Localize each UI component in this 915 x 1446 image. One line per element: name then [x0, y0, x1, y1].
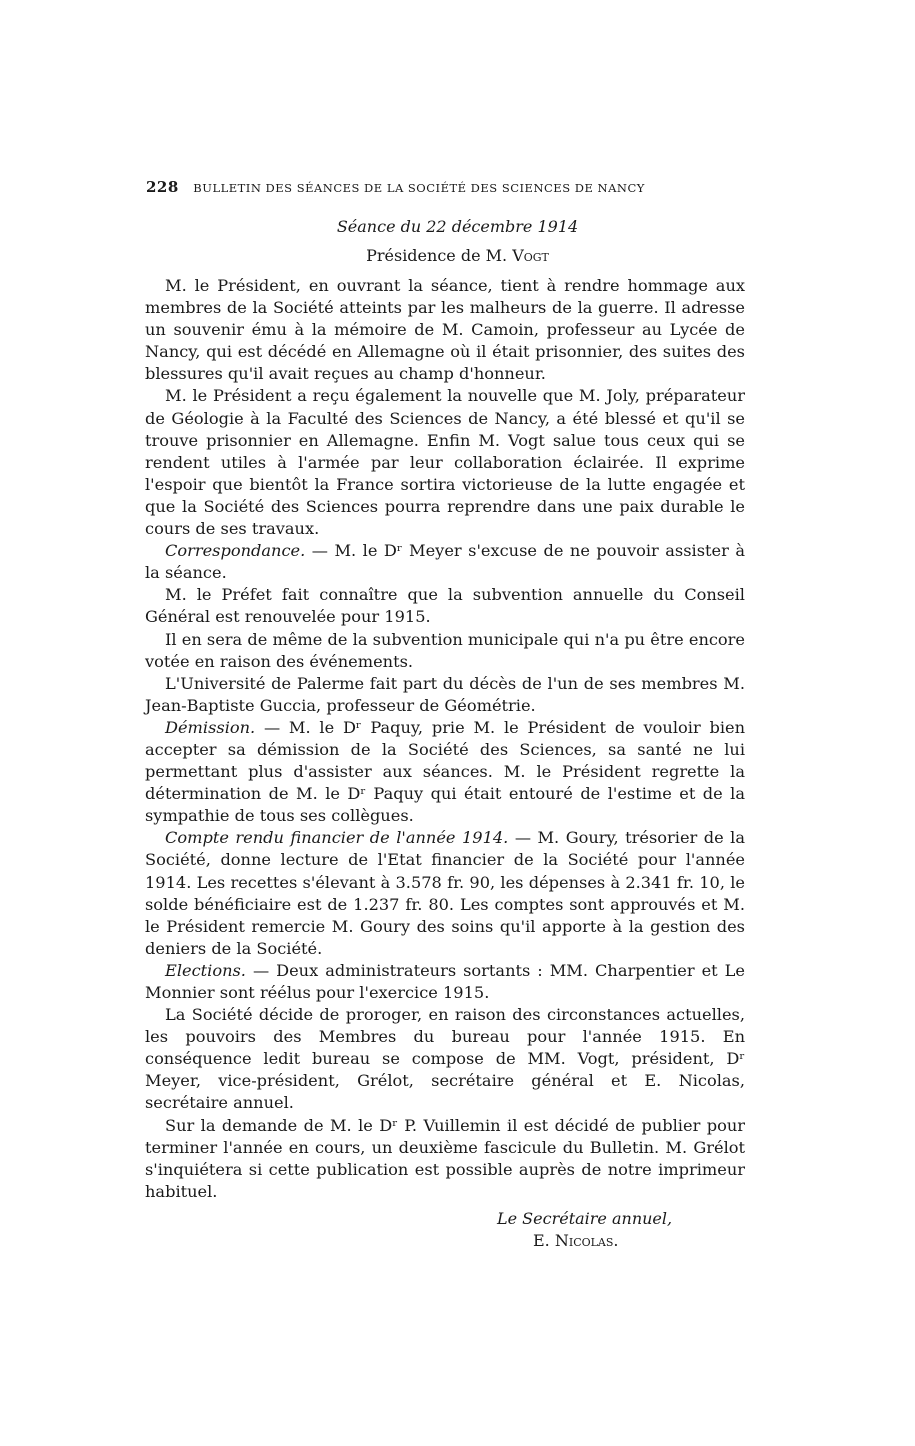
signature-block [497, 1208, 672, 1252]
paragraph [145, 584, 745, 628]
paragraph [145, 673, 745, 717]
paragraph [145, 275, 745, 385]
paragraph-text: L'Université de Palerme fait part du décès de l'un de ses membres M. Jean-Baptiste Guccia, professeur de Géométrie. [145, 673, 745, 715]
presidence-prefix: Présidence de M. [366, 246, 513, 265]
paragraph [145, 540, 745, 584]
paragraph-text: — M. le Dʳ Meyer s'excuse de ne pouvoir assister à la séance. [145, 541, 745, 583]
paragraph [145, 827, 745, 960]
paragraph [145, 1004, 745, 1114]
paragraph-text: Sur la demande de M. le Dʳ P. Vuillemin il est décidé de publier pour terminer l'année en cours, un deuxième fascicule du Bulletin. M. Grélot s'inquiétera si cette publication est possible auprès de notre imprimeur habituel. [145, 1115, 745, 1201]
paragraph-text: M. le Président, en ouvrant la séance, tient à rendre hommage aux membres de la Société atteints par les malheurs de la guerre. Il adresse un souvenir ému à la mémoire de M. Camoin, professeur au Lycée de Nancy, qui est décédé en Allemagne où il était prisonnier, des suites des blessures qu'il avait reçues au champ d'honneur. [145, 276, 745, 384]
paragraph-lead: Correspondance. [165, 541, 306, 561]
paragraph-text: — M. Goury, trésorier de la Société, donne lecture de l'Etat financier de la Société pour l'année 1914. Les recettes s'élevant à 3.578 fr. 90, les dépenses à 2.341 fr. 10, le solde bénéficiaire est de 1.237 fr. 80. Les comptes sont approuvés et M. le Président remercie M. Goury des soins qu'il apporte à la gestion des deniers de la Société. [145, 828, 746, 958]
paragraph-lead: Démission. [165, 717, 256, 737]
signature-role: Le Secrétaire annuel, [497, 1209, 673, 1228]
signature-name: E. Nicolas. [533, 1231, 619, 1250]
paragraph-lead: Compte rendu financier de l'année 1914. [165, 828, 509, 848]
paragraph [145, 629, 745, 673]
paragraph-text: La Société décide de proroger, en raison des circonstances actuelles, les pouvoirs des Membres du bureau pour l'année 1915. En conséquence ledit bureau se compose de MM. Vogt, président, Dʳ Meyer, vice-président, Grélot, secrétaire général et E. Nicolas, secrétaire annuel. [145, 1005, 745, 1113]
minutes-body [145, 275, 745, 1203]
running-header [146, 178, 706, 196]
presidence-line [0, 246, 915, 265]
paragraph-text: Il en sera de même de la subvention municipale qui n'a pu être encore votée en raison des événements. [145, 629, 745, 671]
paragraph-text: — M. le Dʳ Paquy, prie M. le Président de vouloir bien accepter sa démission de la Société des Sciences, sa santé ne lui permettant plus d'assister aux séances. M. le Président regrette la détermination de M. le Dʳ Paquy qui était entouré de l'estime et de la sympathie de tous ses collègues. [145, 717, 745, 826]
paragraph-text: M. le Préfet fait connaître que la subvention annuelle du Conseil Général est renouvelée pour 1915. [145, 585, 745, 627]
presidence-name: Vogt [512, 246, 549, 265]
page-number: 228 [146, 178, 179, 196]
paragraph-lead: Elections. [165, 960, 246, 980]
paragraph [145, 960, 745, 1004]
running-head: BULLETIN DES SÉANCES DE LA SOCIÉTÉ DES SCIENCES DE NANCY [193, 181, 645, 195]
session-title: Séance du 22 décembre 1914 [336, 217, 579, 236]
paragraph [145, 1115, 745, 1203]
paragraph-text: M. le Président a reçu également la nouvelle que M. Joly, préparateur de Géologie à la Faculté des Sciences de Nancy, a été blessé et qu'il se trouve prisonnier en Allemagne. Enfin M. Vogt salue tous ceux qui se rendent utiles à l'armée par leur collaboration éclairée. Il exprime l'espoir que bientôt la France sortira victorieuse de la lutte engagée et que la Société des Sciences pourra reprendre dans une paix durable le cours de ses travaux. [145, 386, 745, 539]
paragraph [145, 717, 745, 827]
paragraph [145, 385, 745, 540]
paragraph-text: — Deux administrateurs sortants : MM. Charpentier et Le Monnier sont réélus pour l'exercice 1915. [145, 960, 745, 1002]
